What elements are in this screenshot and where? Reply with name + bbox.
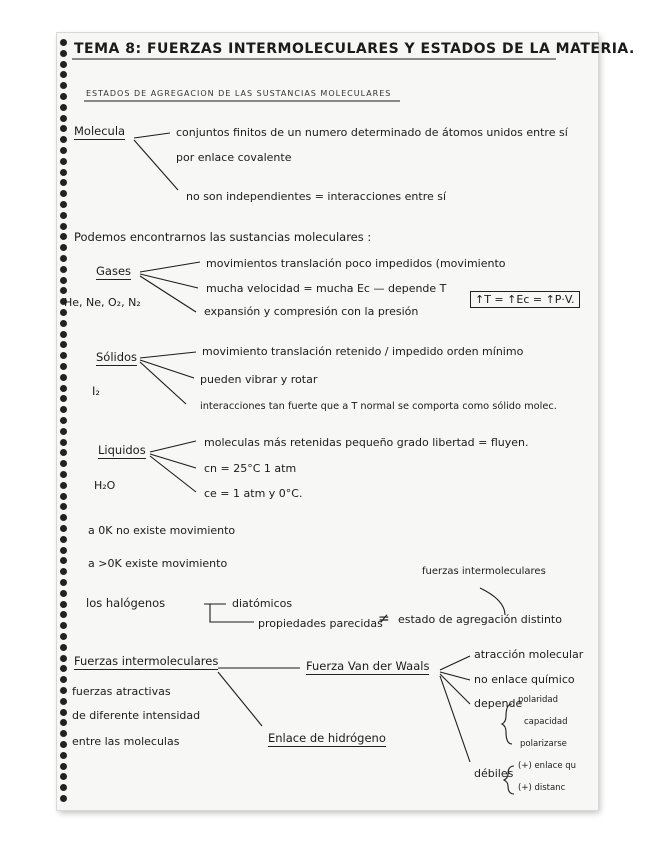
arrow-fuerzas-note (480, 588, 505, 615)
molecula-def1b: por enlace covalente (176, 151, 292, 164)
vdw-b3c: polarizarse (520, 739, 567, 749)
molecula-label: Molecula (74, 124, 126, 138)
liquidos-example: H₂O (94, 479, 116, 492)
fuerzas-l1: fuerzas atractivas (72, 685, 171, 698)
arrow-gases-1 (140, 262, 200, 272)
arrow-molecula-2 (134, 140, 178, 190)
molecula-def1: conjuntos finitos de un numero determinado de átomos unidos entre sí (176, 126, 568, 139)
vdw-b1: atracción molecular (474, 648, 584, 661)
intro-text: Podemos encontrarnos las sustancias moleculares : (74, 230, 372, 244)
section-subtitle: ESTADOS DE AGREGACION DE LAS SUSTANCIAS MOLECULARES (86, 89, 392, 98)
gases-example: He, Ne, O₂, N₂ (64, 296, 141, 309)
halogenos-neq-text: estado de agregación distinto (398, 613, 562, 626)
page-title: TEMA 8: FUERZAS INTERMOLECULARES Y ESTADOS DE LA MATERIA. (74, 41, 635, 57)
gases-box: ↑T = ↑Ec = ↑P·V. (470, 291, 580, 308)
vdw-b4b: (+) distanc (518, 783, 566, 793)
brace-depende (502, 704, 512, 744)
solidos-b1: movimiento translación retenido / impedido orden mínimo (202, 345, 524, 358)
arrow-liquidos-1 (150, 441, 196, 452)
liquidos-label: Liquidos (98, 443, 146, 457)
solidos-label: Sólidos (96, 350, 138, 364)
arrow-solidos-3 (140, 362, 186, 404)
fuerzas-l2: de diferente intensidad (72, 709, 201, 722)
vdw-b3b: capacidad (524, 717, 568, 727)
halogenos-b1: diatómicos (232, 597, 293, 610)
vdw-b3: depende (474, 697, 523, 710)
solidos-example: I₂ (92, 384, 101, 398)
molecula-def2: no son independientes = interacciones entre sí (186, 190, 447, 203)
fuerzas-l3: entre las moleculas (72, 735, 180, 748)
halogenos-fuerzas-note: fuerzas intermoleculares (422, 566, 546, 577)
note-gt0k: a >0K existe movimiento (88, 557, 228, 570)
halogenos-label: los halógenos (86, 596, 166, 610)
gases-label: Gases (96, 264, 132, 278)
note-0k: a 0K no existe movimiento (88, 524, 236, 537)
vdw-b3a: polaridad (518, 695, 559, 705)
liquidos-b1: moleculas más retenidas pequeño grado libertad = fluyen. (204, 436, 529, 449)
vdw-b2: no enlace químico (474, 673, 575, 686)
vdw-b4a: (+) enlace qu (518, 761, 577, 771)
gases-b2: mucha velocidad = mucha Ec — depende T (206, 282, 447, 295)
halogenos-b2: propiedades parecidas (258, 617, 383, 630)
liquidos-b2: cn = 25°C 1 atm (204, 462, 297, 475)
arrow-fuerzas-enlace-h (218, 672, 262, 726)
arrow-molecula-1 (134, 133, 170, 138)
arrow-vdw-1 (440, 656, 470, 670)
solidos-b3: interacciones tan fuerte que a T normal se comporta como sólido molec. (200, 401, 557, 412)
fuerzas-label: Fuerzas intermoleculares (74, 654, 219, 668)
vdw-b4: débiles (474, 767, 514, 780)
enlace-h-label: Enlace de hidrógeno (268, 731, 386, 745)
vdw-label: Fuerza Van der Waals (306, 659, 430, 673)
solidos-b2: pueden vibrar y rotar (200, 373, 318, 386)
gases-b3: expansión y compresión con la presión (204, 305, 419, 318)
arrow-solidos-1 (140, 352, 196, 358)
neq-symbol: ≠ (378, 611, 390, 627)
arrow-gases-3 (140, 276, 196, 312)
liquidos-b3: ce = 1 atm y 0°C. (204, 487, 303, 500)
gases-b1: movimientos translación poco impedidos (movimiento (206, 257, 506, 270)
